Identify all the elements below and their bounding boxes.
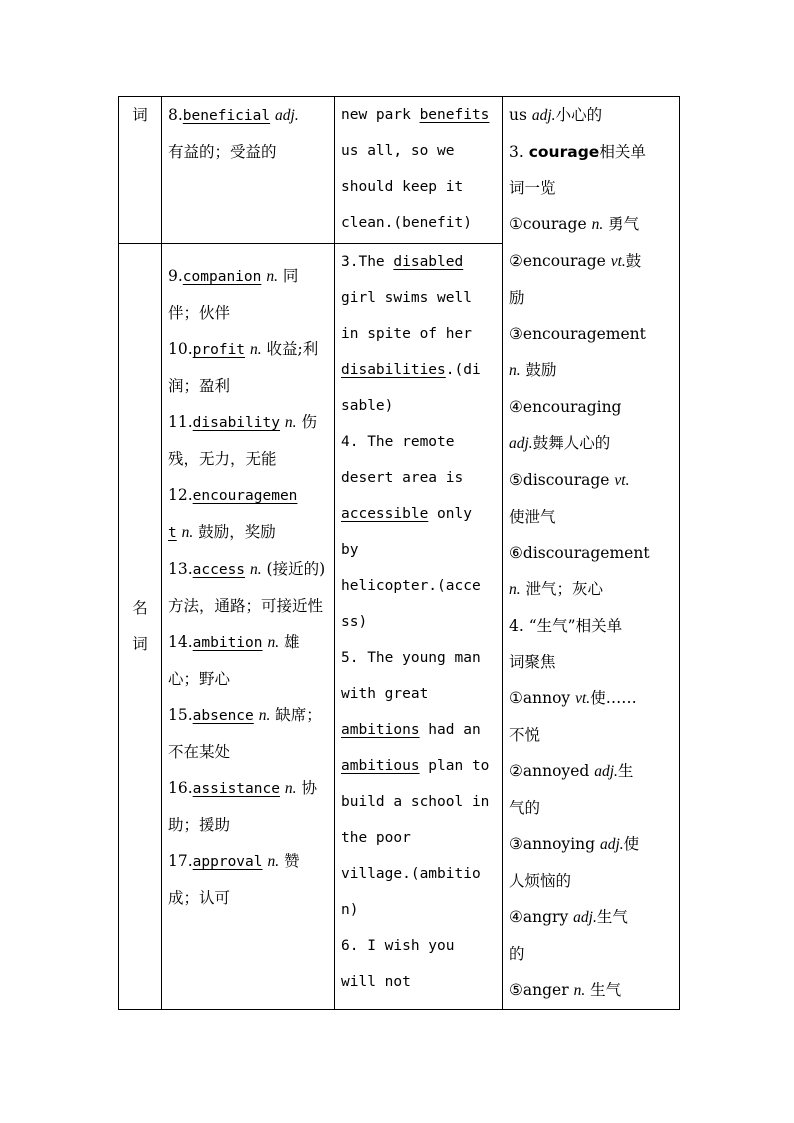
answer-blank: benefits — [419, 107, 490, 123]
vocab-word: approval — [192, 853, 263, 870]
vocabulary-table — [118, 96, 680, 1010]
word-cell — [162, 97, 335, 244]
vocab-word: disability — [192, 414, 280, 431]
vocab-word: companion — [182, 268, 262, 285]
category-cell — [119, 97, 162, 244]
category-label: 名词 — [132, 599, 148, 654]
category-cell — [119, 243, 162, 1009]
vocab-word: access — [192, 561, 246, 578]
word-entry: 10.profit n. 收益;利润；盈利 — [168, 339, 319, 395]
table-row — [119, 97, 680, 244]
answer-blank: accessible — [341, 505, 429, 522]
word-entry: 15.absence n. 缺席；不在某处 — [168, 705, 322, 761]
vocab-word: encouragement — [168, 487, 298, 541]
notes-cell: us adj.小心的 3. courage相关单 词一览 ①courage n. 勇气 ②encourage vt.鼓 励 ③encouragement n. 鼓励 ④encouraging adj.鼓舞人心的 ⑤discourage vt. 使泄气 ⑥discouragement n. 泄气；灰心 4. “生气”相关单 词聚焦 ①annoy vt.使…… 不悦 ②annoyed adj.生 气的 ③annoying adj.使 人烦恼的 ④angry adj.生气 的 ⑤anger n. 生气 — [503, 97, 680, 1010]
word-entry: 11.disability n. 伤残，无力，无能 — [168, 412, 317, 468]
vocab-word: profit — [192, 341, 246, 358]
word-entry: 13.access n. (接近的)方法，通路；可接近性 — [168, 559, 326, 615]
answer-blank: ambitious — [341, 757, 420, 774]
vocab-word: ambition — [192, 634, 263, 651]
answer-blank: disabled — [393, 253, 464, 270]
answer-blank: ambitions — [341, 721, 420, 738]
word-entry: 14.ambition n. 雄心；野心 — [168, 632, 300, 688]
vocab-word: beneficial — [182, 108, 271, 124]
word-cell — [162, 243, 335, 1009]
example-cell: 3.The disabled girl swims well in spite of her disabilities.(di sable) 4. The remote desert area is accessible only by helicopter.(acce ss) 5. The young man with great ambitions had an ambitious plan to build a school in the poor village.(ambitio n) 6. I wish you will not — [335, 243, 503, 1009]
category-label: 词 — [132, 106, 148, 124]
vocab-word: assistance — [192, 780, 280, 797]
word-entry: 9.companion n. 同伴；伙伴 — [168, 266, 299, 322]
word-entry: 12.encouragement n. 鼓励，奖励 — [168, 485, 298, 541]
example-cell: new park benefits us all, so we should keep it clean.(benefit) — [335, 97, 503, 244]
word-entry: 16.assistance n. 协助；援助 — [168, 778, 317, 834]
word-entry: 17.approval n. 赞成；认可 — [168, 851, 300, 907]
answer-blank: disabilities — [341, 361, 446, 378]
word-entry: 8.beneficial adj. 有益的；受益的 — [168, 106, 299, 161]
vocab-word: absence — [192, 707, 254, 724]
